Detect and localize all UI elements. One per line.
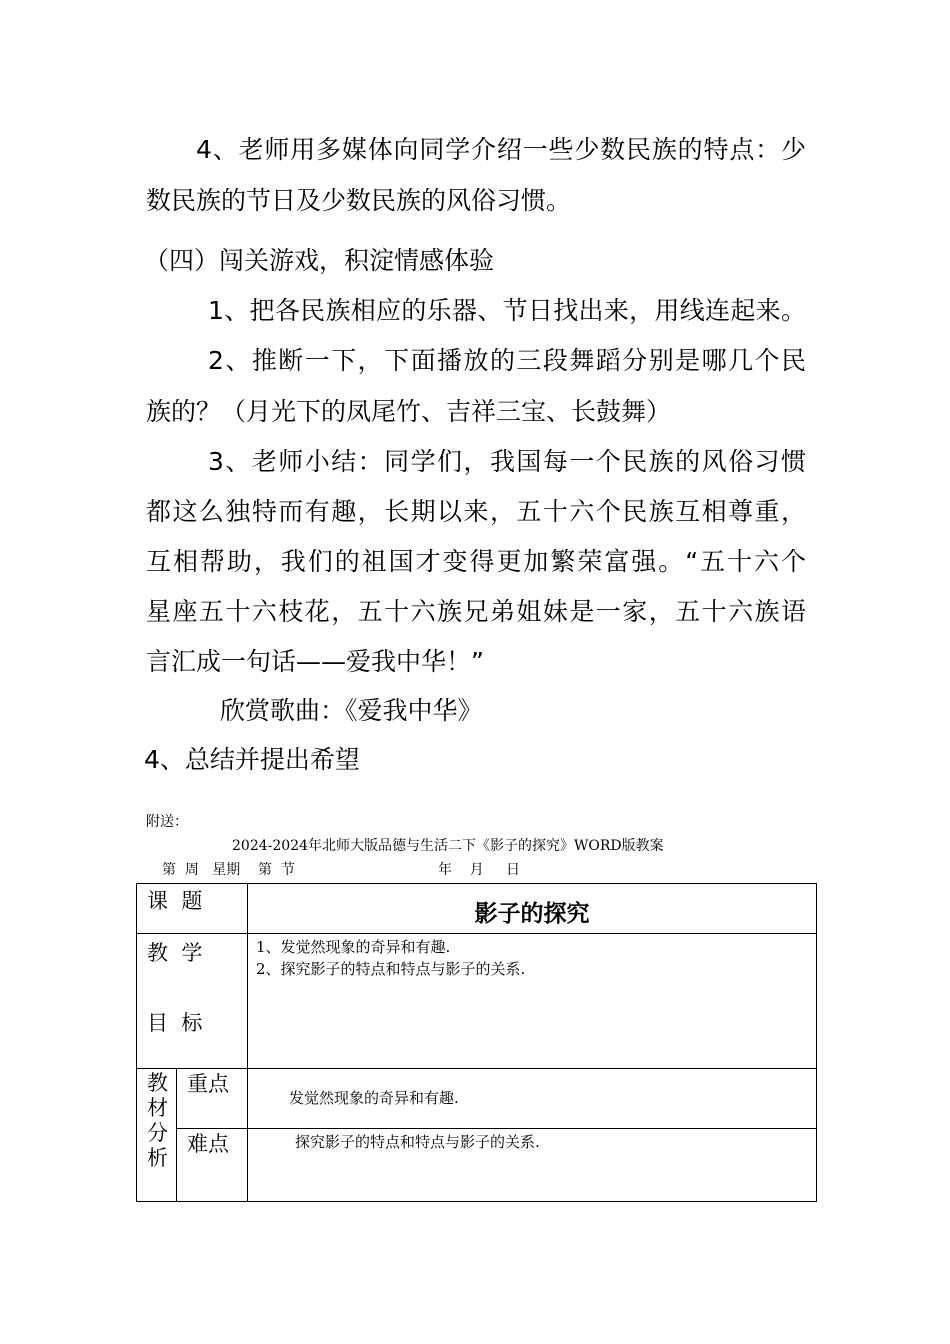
list-item: 1、把各民族相应的乐器、节日找出来，用线连起来。 — [208, 296, 806, 325]
analysis-label — [137, 1069, 176, 1171]
table-row — [137, 934, 817, 1069]
key-cell — [248, 1069, 817, 1129]
list-item: 2、推断一下，下面播放的三段舞蹈分别是哪几个民 — [208, 346, 806, 375]
analysis-char: 分 — [147, 1121, 168, 1145]
lesson-plan-table — [136, 883, 817, 1202]
song-line: 欣赏歌曲：《爱我中华》 — [220, 696, 483, 725]
difficulty-text: 探究影子的特点和特点与影子的关系. — [295, 1133, 540, 1151]
analysis-char: 析 — [147, 1146, 168, 1170]
difficulty-cell — [248, 1129, 817, 1202]
schedule-line: 第 周 星期 第 节 — [162, 862, 295, 878]
goals-cell — [248, 934, 817, 1069]
key-text: 发觉然现象的奇异和有趣. — [289, 1089, 459, 1107]
topic-title: 影子的探究 — [474, 901, 590, 927]
key-label-cell — [177, 1069, 248, 1129]
goals-label-top: 教 学 — [147, 941, 203, 965]
paragraph-line: 4、老师用多媒体向同学介绍一些少数民族的特点：少 — [196, 135, 806, 164]
key-label: 重点 — [187, 1072, 229, 1096]
list-item-continuation: 都这么独特而有趣，长期以来，五十六个民族互相尊重， — [146, 497, 806, 526]
summary-line: 4、总结并提出希望 — [144, 745, 360, 774]
topic-cell — [248, 884, 817, 934]
list-item-continuation: 族的？（月光下的凤尾竹、吉祥三宝、长鼓舞） — [146, 397, 672, 426]
list-item-continuation: 言汇成一句话——爱我中华！” — [146, 647, 484, 676]
goal-item: 1、发觉然现象的奇异和有趣. — [256, 938, 451, 956]
list-item: 3、老师小结：同学们，我国每一个民族的风俗习惯 — [208, 447, 806, 476]
difficulty-label: 难点 — [187, 1132, 229, 1156]
topic-label: 课 题 — [147, 889, 203, 913]
difficulty-label-cell — [177, 1129, 248, 1202]
analysis-label-cell — [137, 1069, 177, 1202]
paragraph-line: 数民族的节日及少数民族的风俗习惯。 — [146, 186, 572, 215]
goal-item: 2、探究影子的特点和特点与影子的关系. — [256, 960, 526, 978]
document-title: 2024-2024年北师大版品德与生活二下《影子的探究》WORD版教案 — [232, 838, 664, 854]
table-row — [137, 1069, 817, 1129]
topic-label-cell — [137, 884, 248, 934]
date-line: 年 月 日 — [438, 862, 521, 878]
section-heading: （四）闯关游戏，积淀情感体验 — [144, 246, 495, 275]
table-row — [137, 884, 817, 934]
list-item-continuation: 星座五十六枝花，五十六族兄弟姐妹是一家，五十六族语 — [146, 597, 806, 626]
table-row — [137, 1129, 817, 1202]
goals-label-cell — [137, 934, 248, 1069]
analysis-char: 教 — [147, 1071, 168, 1095]
analysis-char: 材 — [147, 1096, 168, 1120]
list-item-continuation: 互相帮助，我们的祖国才变得更加繁荣富强。“五十六个 — [146, 547, 806, 576]
appendix-label: 附送： — [146, 814, 188, 830]
goals-label-bottom: 目 标 — [147, 1011, 203, 1035]
